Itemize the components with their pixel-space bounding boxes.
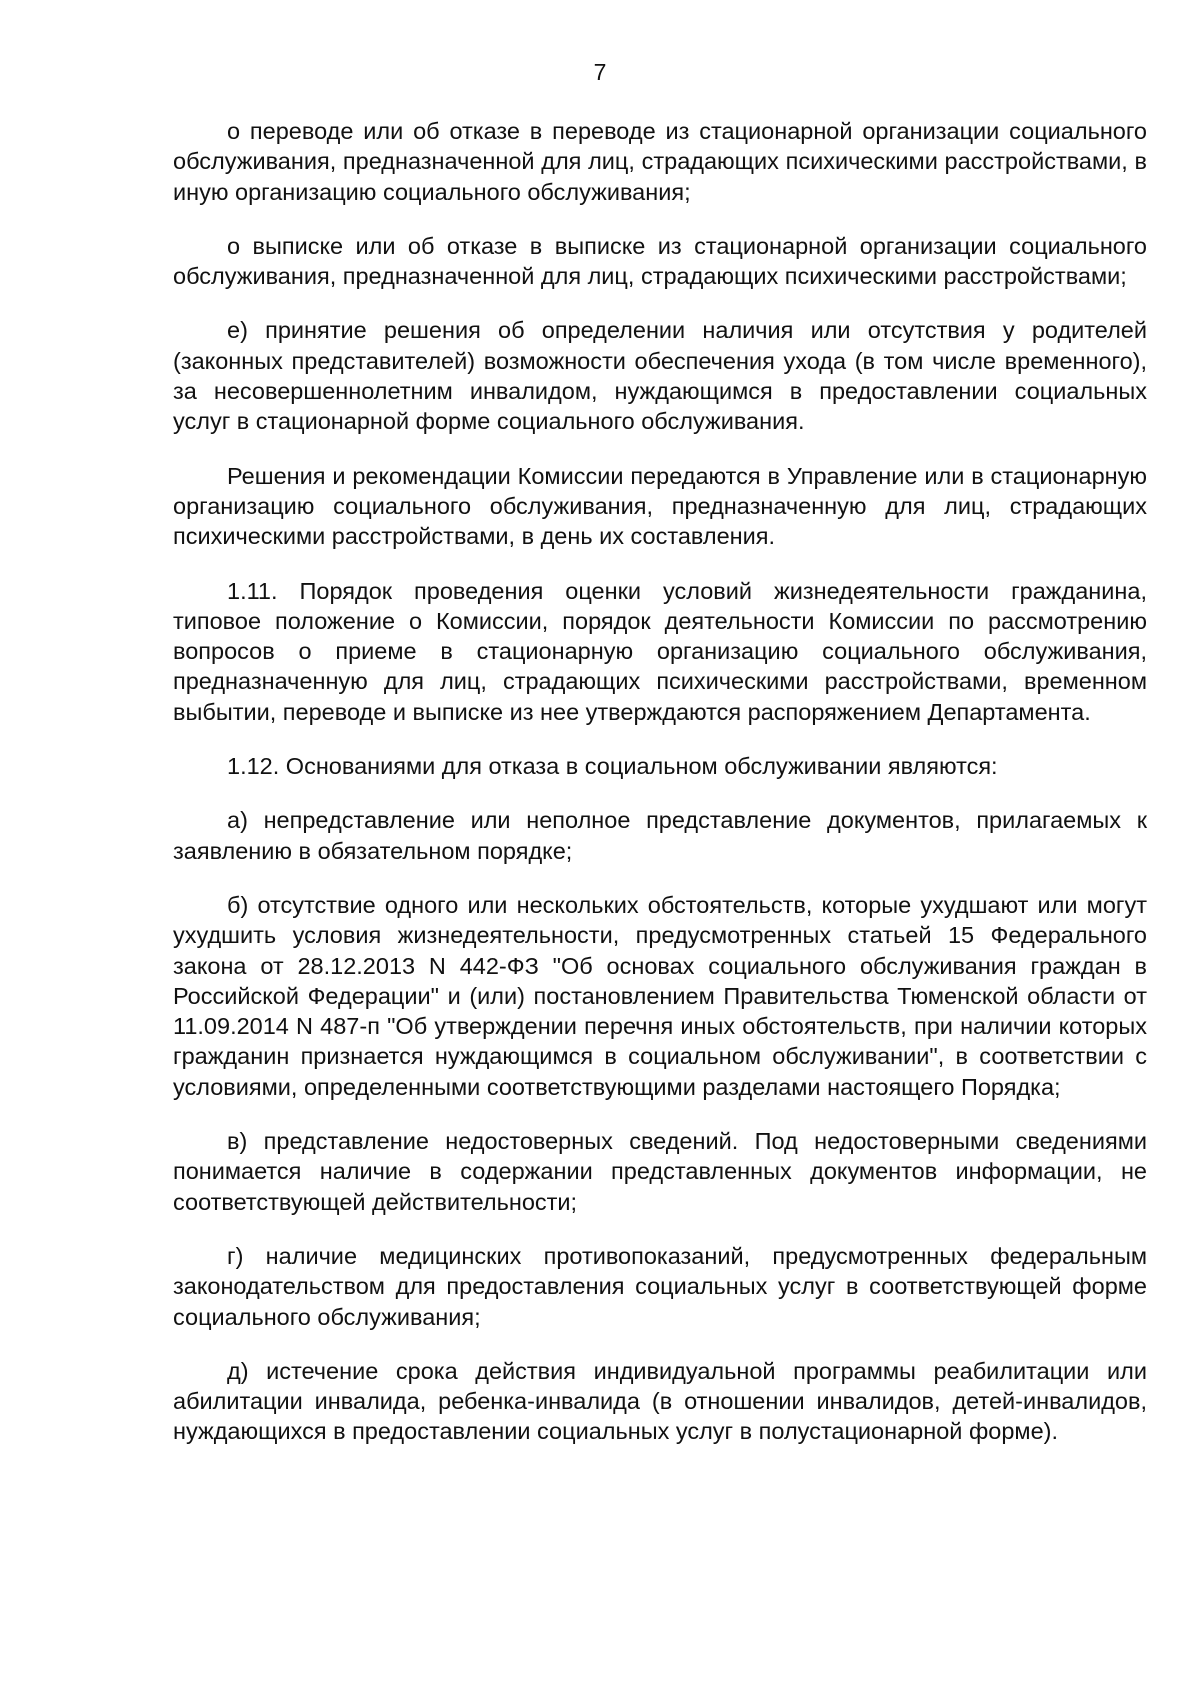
paragraph-decisions: Решения и рекомендации Комиссии передаются в Управление или в стационарную организацию социального обслуживания, предназначенную для лиц, страдающих психическими расстройствами, в день их составления. <box>173 462 1147 550</box>
paragraph-transfer: о переводе или об отказе в переводе из стационарной организации социального обслуживания, предназначенной для лиц, страдающих психическими расстройствами, в иную организацию социального обслуживания; <box>173 118 1147 205</box>
document-body <box>173 116 1147 1471</box>
paragraph-item-v: в) представление недостоверных сведений. Под недостоверными сведениями понимается наличие в содержании представленных документов информации, не соответствующей действительности; <box>173 1128 1147 1215</box>
paragraph-item-a: а) непредставление или неполное представление документов, прилагаемых к заявлению в обязательном порядке; <box>173 807 1147 864</box>
paragraph-item-d: д) истечение срока действия индивидуальной программы реабилитации или абилитации инвалида, ребенка-инвалида (в отношении инвалидов, детей-инвалидов, нуждающихся в предоставлении социальных услуг в полустационарной форме). <box>173 1357 1147 1445</box>
paragraph-item-e: е) принятие решения об определении наличия или отсутствия у родителей (законных представителей) возможности обеспечения ухода (в том числе временного), за несовершеннолетним инвалидом, нуждающимся в предоставлении социальных услуг в стационарной форме социального обслуживания. <box>173 317 1147 435</box>
paragraph-1-12: 1.12. Основаниями для отказа в социальном обслуживании являются: <box>227 753 998 780</box>
paragraph-discharge: о выписке или об отказе в выписке из стационарной организации социального обслуживания, предназначенной для лиц, страдающих психическими расстройствами; <box>173 232 1147 290</box>
paragraph-1-11: 1.11. Порядок проведения оценки условий жизнедеятельности гражданина, типовое положение о Комиссии, порядок деятельности Комиссии по рассмотрению вопросов о приеме в стационарную организацию социального обслуживания, предназначенную для лиц, страдающих психическими расстройствами, временном выбытии, переводе и выписке из нее утверждаются распоряжением Департамента. <box>173 577 1147 725</box>
page-number: 7 <box>593 59 607 85</box>
paragraph-item-g: г) наличие медицинских противопоказаний, предусмотренных федеральным законодательством для предоставления социальных услуг в соответствующей форме социального обслуживания; <box>173 1242 1147 1330</box>
paragraph-item-b: б) отсутствие одного или нескольких обстоятельств, которые ухудшают или могут ухудшить условия жизнедеятельности, предусмотренных статьей 15 Федерального закона от 28.12.2013 N 442-ФЗ "Об основах социального обслуживания граждан в Российской Федерации" и (или) постановлением Правительства Тюменской области от 11.09.2014 N 487-п "Об утверждении перечня иных обстоятельств, при наличии которых гражданин признается нуждающимся в социальном обслуживании", в соответствии с условиями, определенными соответствующими разделами настоящего Порядка; <box>173 891 1147 1100</box>
